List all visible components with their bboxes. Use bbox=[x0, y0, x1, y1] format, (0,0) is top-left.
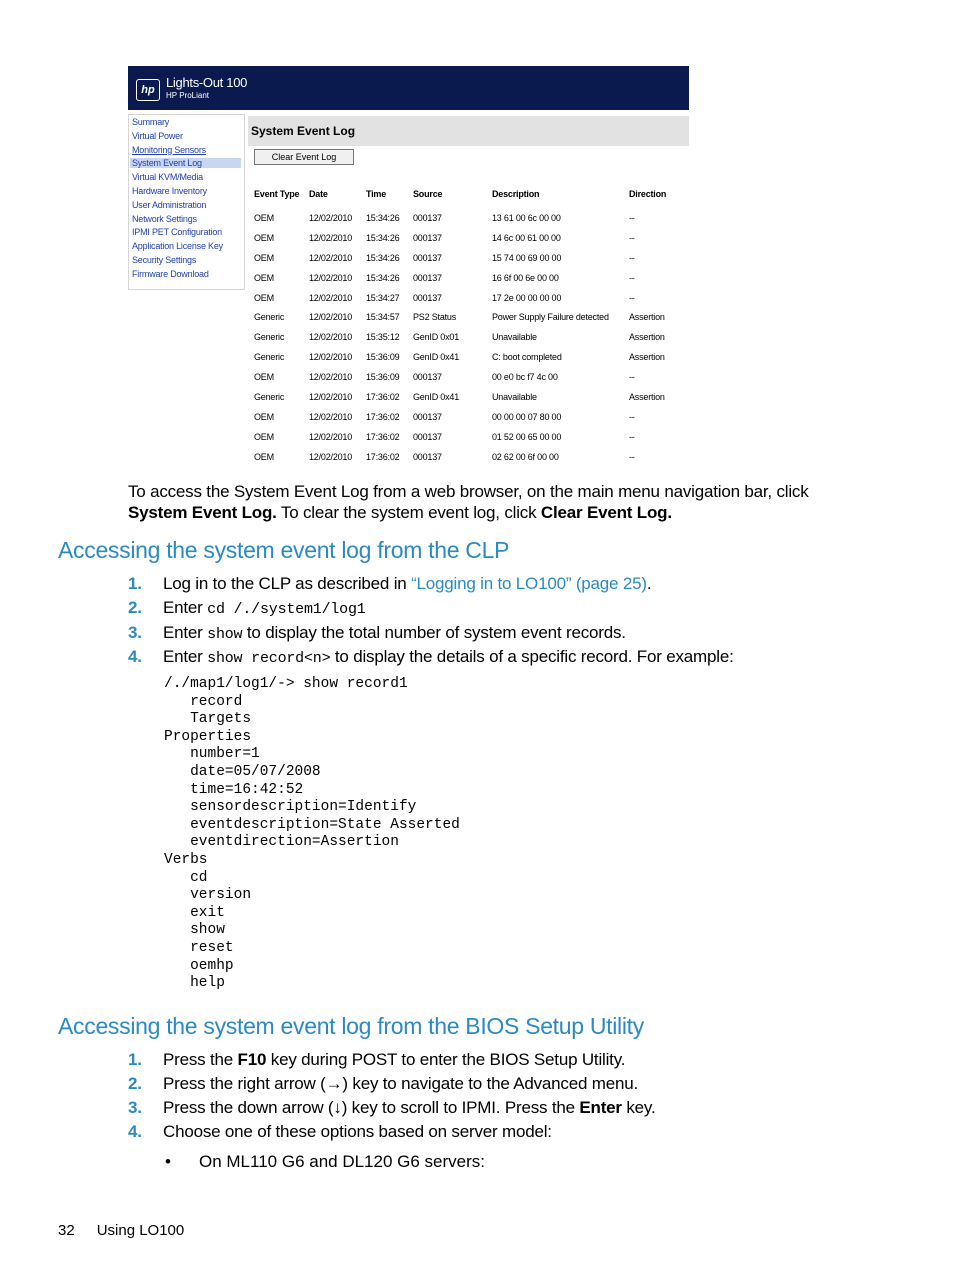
table-cell: Assertion bbox=[629, 332, 665, 343]
table-cell: 12/02/2010 bbox=[309, 392, 353, 403]
table-cell: 00 e0 bc f7 4c 00 bbox=[492, 372, 558, 383]
table-cell: 12/02/2010 bbox=[309, 252, 353, 263]
step-text: . bbox=[646, 574, 652, 593]
table-cell: 17:36:02 bbox=[366, 392, 400, 403]
nav-item-network-settings[interactable]: Network Settings bbox=[132, 213, 197, 224]
table-cell: 15:35:12 bbox=[366, 332, 400, 343]
step-number: 3. bbox=[128, 623, 142, 642]
table-row bbox=[248, 213, 666, 233]
table-row bbox=[248, 273, 666, 293]
step-text: key. bbox=[621, 1098, 656, 1117]
table-row bbox=[248, 452, 666, 472]
table-cell: 15:36:09 bbox=[366, 352, 400, 363]
table-cell: OEM bbox=[254, 272, 274, 283]
step-number: 4. bbox=[128, 1122, 142, 1141]
step-text: Press the right arrow (→) key to navigate to the Advanced menu. bbox=[163, 1074, 638, 1093]
table-cell: 12/02/2010 bbox=[309, 232, 353, 243]
table-cell: Unavailable bbox=[492, 332, 537, 343]
table-cell: 000137 bbox=[413, 451, 442, 462]
column-header: Date bbox=[309, 189, 328, 199]
table-cell: Generic bbox=[254, 332, 285, 343]
brand-title: Lights-Out 100 bbox=[166, 75, 248, 90]
table-row bbox=[248, 352, 666, 372]
table-cell: Generic bbox=[254, 312, 285, 323]
table-cell: 13 61 00 6c 00 00 bbox=[492, 213, 561, 223]
table-cell: 12/02/2010 bbox=[309, 451, 353, 462]
intro-text-1: To access the System Event Log from a web browser, on the main menu navigation bar, click bbox=[128, 482, 809, 501]
step-text: Press the bbox=[163, 1050, 238, 1069]
nav-item-virtual-power[interactable]: Virtual Power bbox=[132, 130, 183, 141]
table-cell: Assertion bbox=[629, 392, 665, 403]
step-number: 2. bbox=[128, 598, 142, 617]
table-cell: 00 00 00 07 80 00 bbox=[492, 411, 562, 422]
table-cell: -- bbox=[629, 213, 635, 223]
logging-in-link[interactable]: “Logging in to LO100” (page 25) bbox=[411, 574, 647, 593]
table-cell: 12/02/2010 bbox=[309, 312, 353, 323]
clp-example-code-block: /./map1/log1/-> show record1 record Targets Properties number=1 date=05/07/2008 time=16:42:52 sensordescription=Identify eventdescription=State Asserted eventdirection=Assertion Verbs cd version exit show reset oemhp help bbox=[164, 676, 460, 992]
table-row bbox=[248, 332, 666, 352]
table-cell: 15 74 00 69 00 00 bbox=[492, 252, 562, 263]
lo100-screenshot bbox=[128, 66, 689, 466]
column-header: Time bbox=[366, 189, 387, 199]
hp-logo-icon: hp bbox=[136, 79, 160, 101]
table-cell: GenID 0x01 bbox=[413, 332, 460, 343]
footer-section: Using LO100 bbox=[96, 1222, 185, 1239]
intro-paragraph bbox=[128, 481, 848, 523]
bios-heading: Accessing the system event log from the BIOS Setup Utility bbox=[58, 1013, 644, 1039]
table-cell: Assertion bbox=[629, 312, 665, 323]
column-header: Description bbox=[492, 189, 540, 199]
page-number: 32 bbox=[58, 1222, 75, 1239]
table-cell: 15:34:26 bbox=[366, 232, 400, 243]
table-cell: 000137 bbox=[413, 232, 442, 243]
inline-code: show record<n> bbox=[207, 650, 331, 667]
table-cell: 000137 bbox=[413, 431, 442, 442]
step-text: key during POST to enter the BIOS Setup Utility. bbox=[266, 1050, 626, 1069]
table-cell: Power Supply Failure detected bbox=[492, 312, 609, 323]
table-cell: OEM bbox=[254, 372, 274, 383]
table-cell: 12/02/2010 bbox=[309, 372, 353, 383]
table-cell: -- bbox=[629, 252, 635, 263]
inline-code: show bbox=[207, 626, 243, 643]
table-cell: 15:34:26 bbox=[366, 272, 400, 283]
intro-bold-1: System Event Log. bbox=[128, 503, 277, 522]
table-cell: Generic bbox=[254, 392, 285, 403]
step-text: to display the details of a specific record. For example: bbox=[330, 647, 734, 666]
key-f10: F10 bbox=[237, 1050, 267, 1069]
column-header: Source bbox=[413, 189, 443, 199]
table-cell: 17:36:02 bbox=[366, 411, 400, 422]
step-number: 3. bbox=[128, 1098, 142, 1117]
table-cell: -- bbox=[629, 411, 635, 422]
table-cell: 000137 bbox=[413, 372, 442, 383]
table-cell: 12/02/2010 bbox=[309, 272, 353, 283]
event-log-table bbox=[248, 184, 666, 472]
table-cell: 12/02/2010 bbox=[309, 332, 353, 343]
table-row bbox=[248, 233, 666, 253]
table-cell: PS2 Status bbox=[413, 312, 457, 323]
table-header-row bbox=[248, 184, 666, 213]
table-row bbox=[248, 293, 666, 313]
table-row bbox=[248, 432, 666, 452]
nav-item-system-event-log[interactable]: System Event Log bbox=[130, 158, 241, 168]
table-cell: 12/02/2010 bbox=[309, 292, 353, 303]
table-cell: -- bbox=[629, 372, 635, 383]
table-cell: Generic bbox=[254, 352, 285, 363]
table-cell: Unavailable bbox=[492, 392, 537, 403]
table-cell: OEM bbox=[254, 232, 274, 243]
table-cell: OEM bbox=[254, 213, 274, 223]
intro-bold-2: Clear Event Log. bbox=[540, 503, 672, 522]
table-cell: -- bbox=[629, 272, 635, 283]
step-number: 1. bbox=[128, 1050, 142, 1069]
lo100-nav-menu bbox=[128, 114, 245, 290]
table-cell: 17:36:02 bbox=[366, 451, 400, 462]
table-cell: 12/02/2010 bbox=[309, 431, 353, 442]
step-text: Enter bbox=[163, 623, 208, 642]
table-cell: OEM bbox=[254, 411, 274, 422]
lo100-header bbox=[128, 66, 689, 110]
table-cell: 000137 bbox=[413, 411, 442, 422]
table-cell: 000137 bbox=[413, 272, 442, 283]
intro-text-2: To clear the system event log, click bbox=[276, 503, 541, 522]
table-cell: 000137 bbox=[413, 213, 442, 223]
clear-event-log-button[interactable]: Clear Event Log bbox=[254, 149, 354, 165]
table-cell: 15:34:57 bbox=[366, 312, 400, 323]
step-text: to display the total number of system event records. bbox=[242, 623, 626, 642]
step-text: Press the down arrow (↓) key to scroll to IPMI. Press the bbox=[163, 1098, 580, 1117]
brand-subtitle: HP ProLiant bbox=[166, 91, 209, 100]
table-cell: 15:34:26 bbox=[366, 213, 400, 223]
nav-item-security-settings[interactable]: Security Settings bbox=[132, 255, 197, 265]
step-text: Enter bbox=[163, 647, 208, 666]
table-row bbox=[248, 392, 666, 412]
step-number: 1. bbox=[128, 574, 142, 593]
table-cell: 12/02/2010 bbox=[309, 411, 353, 422]
table-cell: OEM bbox=[254, 451, 274, 462]
table-cell: OEM bbox=[254, 292, 274, 303]
table-cell: 16 6f 00 6e 00 00 bbox=[492, 272, 559, 283]
nav-item-hardware-inventory[interactable]: Hardware Inventory bbox=[132, 186, 207, 196]
nav-item-user-administration[interactable]: User Administration bbox=[132, 199, 207, 210]
table-cell: 02 62 00 6f 00 00 bbox=[492, 451, 559, 462]
step-number: 4. bbox=[128, 647, 142, 666]
table-cell: C: boot completed bbox=[492, 352, 562, 363]
nav-item-firmware-download[interactable]: Firmware Download bbox=[132, 268, 209, 279]
table-row bbox=[248, 372, 666, 392]
table-cell: 17:36:02 bbox=[366, 431, 400, 442]
page-footer bbox=[58, 1222, 184, 1239]
step-text: Choose one of these options based on server model: bbox=[163, 1122, 552, 1141]
table-cell: -- bbox=[629, 292, 635, 303]
table-cell: -- bbox=[629, 431, 635, 442]
table-cell: 15:34:27 bbox=[366, 292, 400, 303]
table-cell: -- bbox=[629, 451, 635, 462]
table-cell: -- bbox=[629, 232, 635, 243]
table-cell: 000137 bbox=[413, 252, 442, 263]
table-cell: 12/02/2010 bbox=[309, 213, 353, 223]
table-cell: Assertion bbox=[629, 352, 665, 363]
table-cell: GenID 0x41 bbox=[413, 392, 460, 403]
step-number: 2. bbox=[128, 1074, 142, 1093]
table-cell: 000137 bbox=[413, 292, 442, 303]
nav-item-virtual-kvm-media[interactable]: Virtual KVM/Media bbox=[132, 172, 203, 183]
inline-code: cd /./system1/log1 bbox=[207, 601, 366, 618]
column-header: Event Type bbox=[254, 189, 300, 199]
step-text: Enter bbox=[163, 598, 208, 617]
table-cell: 15:36:09 bbox=[366, 372, 400, 383]
nav-item-application-license-key[interactable]: Application License Key bbox=[132, 241, 223, 252]
table-cell: 01 52 00 65 00 00 bbox=[492, 431, 562, 442]
table-row bbox=[248, 253, 666, 273]
nav-item-ipmi-pet-configuration[interactable]: IPMI PET Configuration bbox=[132, 227, 222, 238]
nav-item-summary[interactable]: Summary bbox=[132, 117, 170, 127]
table-cell: OEM bbox=[254, 252, 274, 263]
bullet-text: On ML110 G6 and DL120 G6 servers: bbox=[199, 1152, 486, 1171]
table-row bbox=[248, 412, 666, 432]
column-header: Direction bbox=[629, 189, 667, 199]
table-cell: 12/02/2010 bbox=[309, 352, 353, 363]
section-title-bar bbox=[248, 116, 689, 146]
section-title: System Event Log bbox=[251, 124, 356, 138]
table-cell: 14 6c 00 61 00 00 bbox=[492, 232, 561, 243]
key-enter: Enter bbox=[579, 1098, 622, 1117]
bullet-icon: • bbox=[165, 1152, 171, 1171]
table-row bbox=[248, 312, 666, 332]
nav-item-monitoring-sensors[interactable]: Monitoring Sensors bbox=[132, 144, 206, 155]
table-cell: GenID 0x41 bbox=[413, 352, 460, 363]
table-cell: 17 2e 00 00 00 00 bbox=[492, 292, 562, 303]
table-cell: 15:34:26 bbox=[366, 252, 400, 263]
step-text: Log in to the CLP as described in bbox=[163, 574, 412, 593]
table-cell: OEM bbox=[254, 431, 274, 442]
clp-heading: Accessing the system event log from the CLP bbox=[58, 537, 510, 563]
